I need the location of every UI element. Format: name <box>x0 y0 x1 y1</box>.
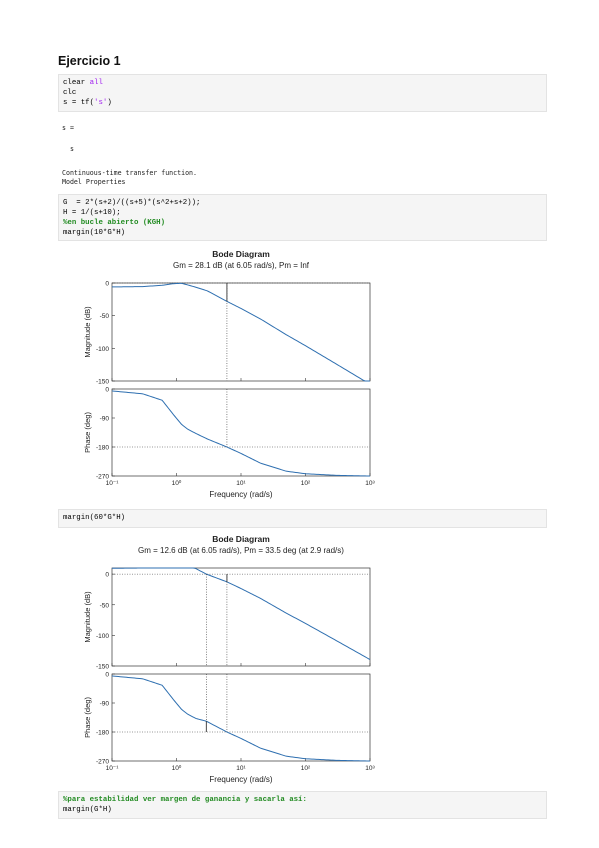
phase-y-tick-label: -270 <box>95 758 109 766</box>
code-line <box>63 78 542 88</box>
phase-y-tick-label: -90 <box>99 700 109 708</box>
output-s-eq: s = <box>62 124 74 132</box>
phase-y-tick-label: -90 <box>99 415 109 423</box>
phase-y-tick-label: 0 <box>105 671 109 679</box>
output-s-val: s <box>70 145 74 153</box>
code-line: margin(G*H) <box>63 806 112 814</box>
code-cell-1[interactable] <box>58 74 547 112</box>
code-cell-2[interactable] <box>58 194 547 241</box>
magnitude-axes <box>112 568 370 666</box>
mag-y-tick-label: 0 <box>105 280 109 288</box>
mag-y-tick-label: -100 <box>95 345 109 353</box>
code-text: ) <box>107 99 112 107</box>
code-cell-3[interactable] <box>58 509 547 528</box>
mag-y-axis-label: Magnitude (dB) <box>83 306 92 358</box>
x-tick-label: 10² <box>300 765 311 772</box>
mag-y-tick-label: -50 <box>99 313 109 321</box>
x-axis-label: Frequency (rad/s) <box>209 775 273 784</box>
x-tick-label: 10⁰ <box>171 765 182 772</box>
code-string: 's' <box>94 99 108 107</box>
mag-y-tick-label: -50 <box>99 602 109 610</box>
x-axis-label: Frequency (rad/s) <box>209 490 273 499</box>
code-cell-4[interactable] <box>58 791 547 819</box>
output-line: Continuous-time transfer function. <box>62 169 197 177</box>
phase-y-axis-label: Phase (deg) <box>83 697 92 738</box>
bode-plot-2 <box>80 530 380 788</box>
code-line <box>63 98 542 108</box>
phase-axes <box>112 674 370 761</box>
code-line: G = 2*(s+2)/((s+5)*(s^2+s+2)); <box>63 199 201 207</box>
code-line: clc <box>63 89 77 97</box>
x-tick-label: 10⁰ <box>171 480 182 487</box>
mag-y-tick-label: -150 <box>95 663 109 671</box>
x-tick-label: 10⁻¹ <box>105 765 119 772</box>
mag-y-tick-label: -150 <box>95 378 109 386</box>
code-comment: %en bucle abierto (KGH) <box>63 219 166 227</box>
phase-y-tick-label: -270 <box>95 473 109 481</box>
output-model-properties-link[interactable]: Model Properties <box>62 178 126 186</box>
code-line: H = 1/(s+10); <box>63 209 121 217</box>
phase-y-tick-label: -180 <box>95 444 109 452</box>
code-text: s = tf( <box>63 99 95 107</box>
phase-y-axis-label: Phase (deg) <box>83 412 92 453</box>
x-tick-label: 10¹ <box>236 480 246 487</box>
code-line: margin(60*G*H) <box>63 514 126 522</box>
plot-subtitle: Gm = 28.1 dB (at 6.05 rad/s), Pm = Inf <box>172 261 310 270</box>
mag-y-tick-label: 0 <box>105 571 109 579</box>
bode-plot-1 <box>80 245 380 505</box>
x-tick-label: 10² <box>300 480 311 487</box>
x-tick-label: 10³ <box>365 765 375 772</box>
x-tick-label: 10¹ <box>236 765 246 772</box>
magnitude-axes <box>112 283 370 381</box>
code-keyword: all <box>89 79 103 87</box>
plot-subtitle: Gm = 12.6 dB (at 6.05 rad/s), Pm = 33.5 deg (at 2.9 rad/s) <box>138 546 344 555</box>
code-text: clear <box>63 79 90 87</box>
section-heading: Ejercicio 1 <box>58 54 121 68</box>
code-comment: %para estabilidad ver margen de ganancia y sacarla así: <box>63 796 307 804</box>
mag-y-axis-label: Magnitude (dB) <box>83 591 92 643</box>
phase-axes <box>112 389 370 476</box>
code-line: margin(10*G*H) <box>63 229 126 237</box>
mag-y-tick-label: -100 <box>95 632 109 640</box>
x-tick-label: 10⁻¹ <box>105 480 119 487</box>
plot-title: Bode Diagram <box>212 249 270 259</box>
phase-y-tick-label: -180 <box>95 729 109 737</box>
plot-title: Bode Diagram <box>212 534 270 544</box>
x-tick-label: 10³ <box>365 480 375 487</box>
phase-y-tick-label: 0 <box>105 386 109 394</box>
